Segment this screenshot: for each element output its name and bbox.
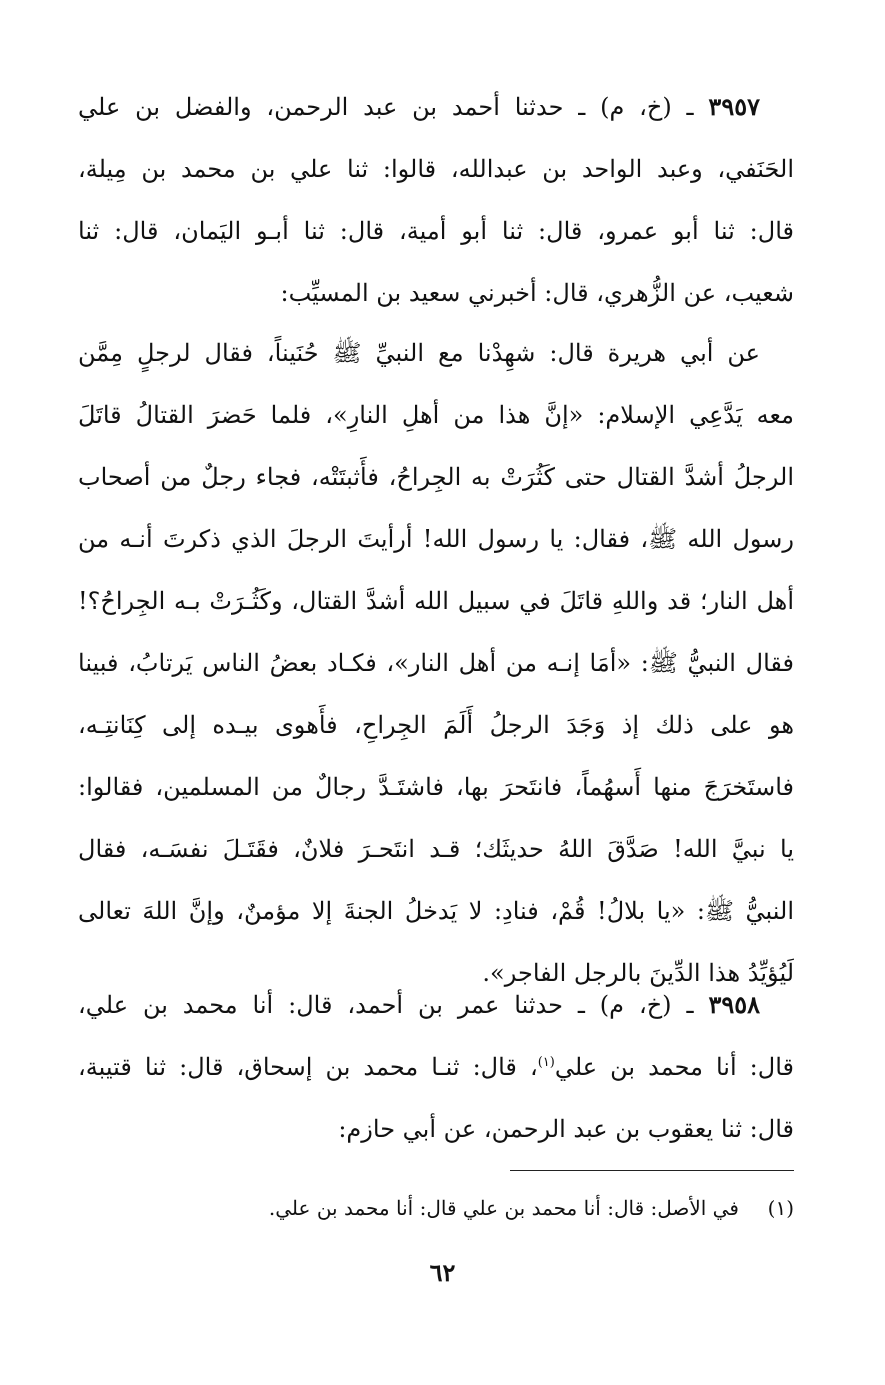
- text-line: النبيُّ ﷺ: «يا بلالُ! قُمْ، فنادِ: لا يَدخلُ الجنةَ إلا مؤمنٌ، وإنَّ اللهَ تعالى: [78, 897, 794, 925]
- isnad-line: ٣٩٥٨ ـ (خ، م) ـ حدثنا عمر بن أحمد، قال: أنا محمد بن علي،: [78, 990, 760, 1019]
- isnad-line: قال: ثنا أبو عمرو، قال: ثنا أبو أمية، قال: ثنا أبـو اليَمان، قال: ثنا: [78, 217, 794, 245]
- text-line: الرجلُ أشدَّ القتال حتى كَثُرَتْ به الجِراحُ، فأَثبتَتْه، فجاء رجلٌ من أصحاب: [78, 463, 794, 491]
- text-line: معه يَدَّعِي الإسلام: «إنَّ هذا من أهلِ النارِ»، فلما حَضرَ القتالُ قاتَلَ: [78, 401, 794, 429]
- footnote-reference: (١): [537, 1055, 555, 1070]
- hadith-3957-isnad: [78, 76, 794, 324]
- hadith-3958-isnad: [78, 974, 794, 1160]
- isnad-line: قال: ثنا يعقوب بن عبد الرحمن، عن أبي حازم:: [338, 1115, 794, 1143]
- text-line: عن أبي هريرة قال: شهِدْنا مع النبيِّ ﷺ حُنَيناً، فقال لرجلٍ مِمَّن: [78, 339, 760, 367]
- isnad-line: ٣٩٥٧ ـ (خ، م) ـ حدثنا أحمد بن عبد الرحمن، والفضل بن علي: [78, 92, 760, 121]
- page-number: ٦٢: [429, 1258, 456, 1287]
- text-line: هو على ذلك إذ وَجَدَ الرجلُ أَلَمَ الجِراحِ، فأَهوى بيـده إلى كِنَانتِـه،: [78, 711, 794, 739]
- text-line: لَيُؤيِّدُ هذا الدِّينَ بالرجل الفاجر».: [482, 959, 794, 987]
- hadith-number: ٣٩٥٧: [708, 92, 760, 121]
- isnad-line: شعيب، عن الزُّهري، قال: أخبرني سعيد بن المسيِّب:: [280, 279, 794, 307]
- text-line: فاستَخرَجَ منها أَسهُماً، فانتَحرَ بها، فاشتَـدَّ رجالٌ من المسلمين، فقالوا:: [78, 773, 794, 801]
- text-line: أهل النار؛ قد واللهِ قاتَلَ في سبيل الله أشدَّ القتال، وكَثُـرَتْ بـه الجِراحُ؟!: [78, 587, 794, 615]
- footnote-divider: [510, 1170, 794, 1171]
- text-line: رسول الله ﷺ، فقال: يا رسول الله! أرأيتَ الرجلَ الذي ذكرتَ أنـه من: [78, 525, 794, 553]
- text-line: فقال النبيُّ ﷺ: «أمَا إنـه من أهل النار»، فكـاد بعضُ الناس يَرتابُ، فبينا: [78, 649, 794, 677]
- hadith-number: ٣٩٥٨: [708, 990, 760, 1019]
- isnad-line: الحَنَفي، وعبد الواحد بن عبدالله، قالوا: ثنا علي بن محمد بن مِيلة،: [78, 155, 794, 183]
- footnote-text: في الأصل: قال: أنا محمد بن علي قال: أنا محمد بن علي.: [268, 1196, 739, 1220]
- text-line: يا نبيَّ الله! صَدَّقَ اللهُ حديثَك؛ قـد انتَحـرَ فلانٌ، فقَتَـلَ نفسَـه، فقال: [78, 835, 794, 863]
- hadith-3957-text: [78, 322, 794, 1004]
- footnote-marker: (١): [767, 1196, 794, 1220]
- isnad-line: قال: أنا محمد بن علي$^{(١)}$، قال: ثنـا محمد بن إسحاق، قال: ثنا قتيبة،: [78, 1053, 794, 1081]
- footnote: [150, 1188, 794, 1228]
